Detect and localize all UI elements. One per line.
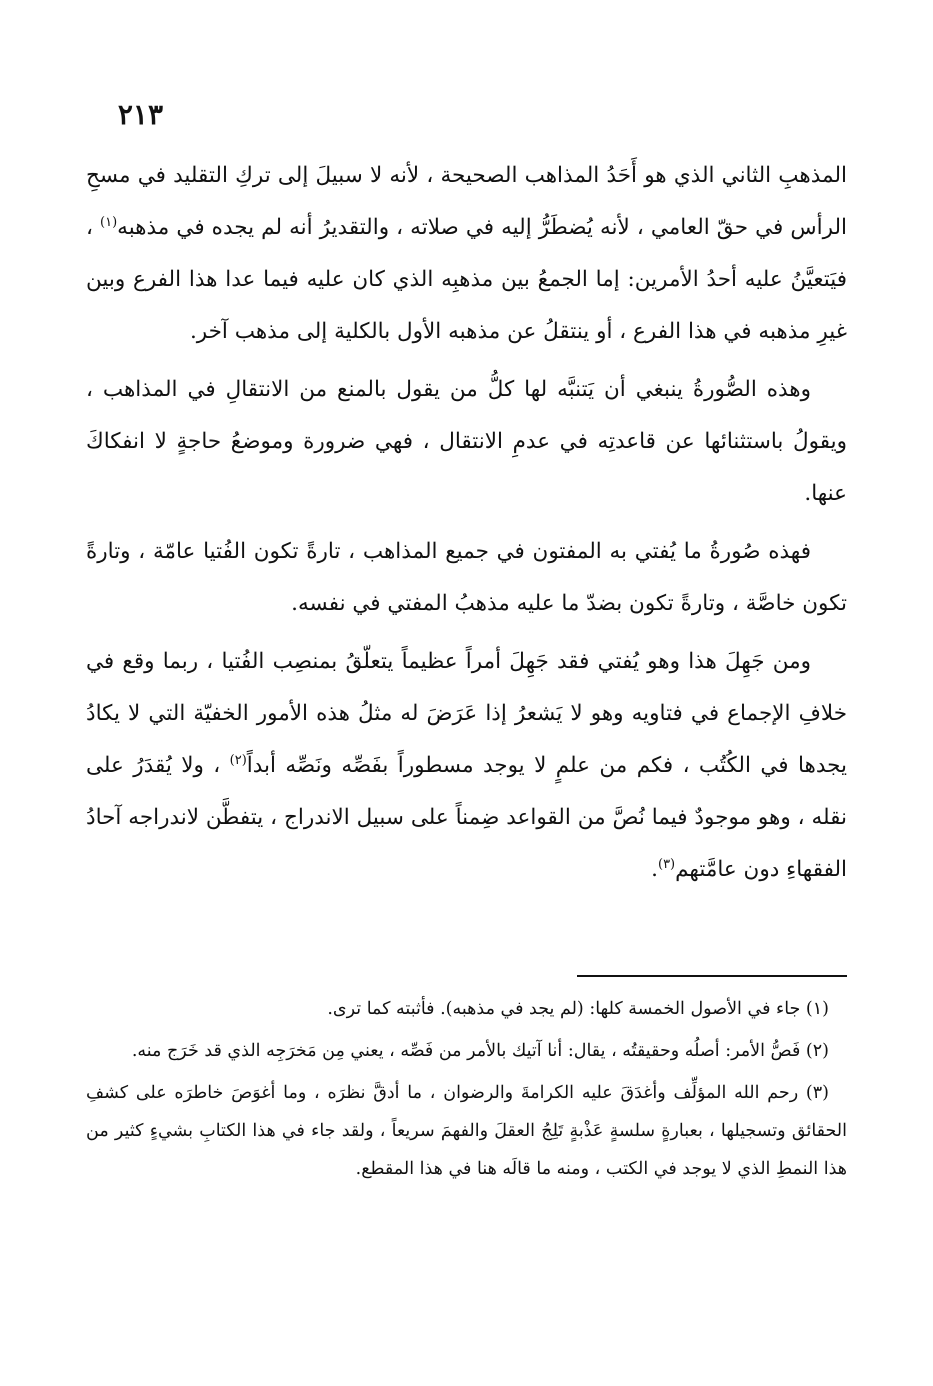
page-number: ٢١٣: [117, 98, 163, 131]
footnote-ref[interactable]: (٣): [657, 856, 676, 872]
footnote: (١) جاء في الأصول الخمسة كلها: (لم يجد في مذهبه). فأثبته كما ترى.: [327, 999, 829, 1019]
footnote-ref[interactable]: (٢): [229, 752, 247, 768]
main-text: [86, 150, 847, 902]
paragraph-text: ومن جَهِلَ هذا وهو يُفتي فقد جَهِلَ أمراً عظيماً يتعلّقُ بمنصِب الفُتيا ، ربما وقع في خلافِ الإجماع في فتاويه وهو لا يَشعرُ إذا عَرَضَ له مثلُ هذه الأمور الخفيّة التي لا يكادُ يجدها في الكُتُب ، فكم من علمٍ لا يوجد مسطوراً بفَصِّه ونَصِّه أبداً: [86, 649, 847, 778]
paragraph-text: المذهبِ الثاني الذي هو أَحَدُ المذاهب الصحيحة ، لأنه لا سبيلَ إلى تركِ التقليد في مسحِ الرأس في حقّ العامي ، لأنه يُضطَرُّ إليه في صلاته ، والتقديرُ أنه لم يجده في مذهبه: [86, 163, 847, 240]
paragraph-end: .: [651, 857, 658, 882]
paragraph: [86, 636, 847, 896]
paragraph: وهذه الصُّورةُ ينبغي أن يَتنبَّه لها كلُّ من يقول بالمنع من الانتقالِ في المذاهب ، ويقولُ باستثنائها عن قاعدتِه في عدمِ الانتقال ، فهي ضرورة وموضعُ حاجةٍ لا انفكاكَ عنها.: [86, 377, 847, 506]
footnotes: [86, 990, 847, 1192]
paragraph: [86, 150, 847, 358]
paragraph-text: ، فيَتعيَّنُ عليه أحدُ الأمرين: إما الجمعُ بين مذهبِه الذي كان عليه فيما عدا هذا الفرع وبين غيرِ مذهبه في هذا الفرع ، أو ينتقلُ عن مذهبه الأول بالكلية إلى مذهب آخر.: [86, 215, 847, 344]
footnote-divider: [577, 975, 847, 977]
footnote: (٢) فَصُّ الأمر: أصلُه وحقيقتُه ، يقال: أنا آتيك بالأمر من فَصِّه ، يعني مِن مَخرَجِه الذي قد خَرَج منه.: [131, 1041, 829, 1061]
footnote: (٣) رحم الله المؤلِّف وأغدَقَ عليه الكرامةَ والرضوان ، ما أدقَّ نظرَه ، وما أغوَصَ خاطرَه على كشفِ الحقائق وتسجيلها ، بعبارةٍ سلسةٍ عَذْبةٍ تَلِجُ العقلَ والفهمَ سريعاً ، ولقد جاء في هذا الكتابِ بشيءٍ كثير من هذا النمطِ الذي لا يوجد في الكتب ، ومنه ما قالَه هنا في هذا المقطع.: [86, 1083, 847, 1179]
footnote-ref[interactable]: (١): [100, 214, 118, 230]
paragraph: فهذه صُورةُ ما يُفتي به المفتون في جميع المذاهب ، تارةً تكون الفُتيا عامّة ، وتارةً تكون خاصَّة ، وتارةً تكون بضدّ ما عليه مذهبُ المفتي في نفسه.: [86, 539, 847, 616]
paragraph-text: ، ولا يُقدَرُ على نقله ، وهو موجودٌ فيما نُصَّ من القواعد ضِمناً على سبيل الاندراج ، يتفطَّن لاندراجه آحادُ الفقهاءِ دون عامَّتهم: [86, 753, 847, 882]
